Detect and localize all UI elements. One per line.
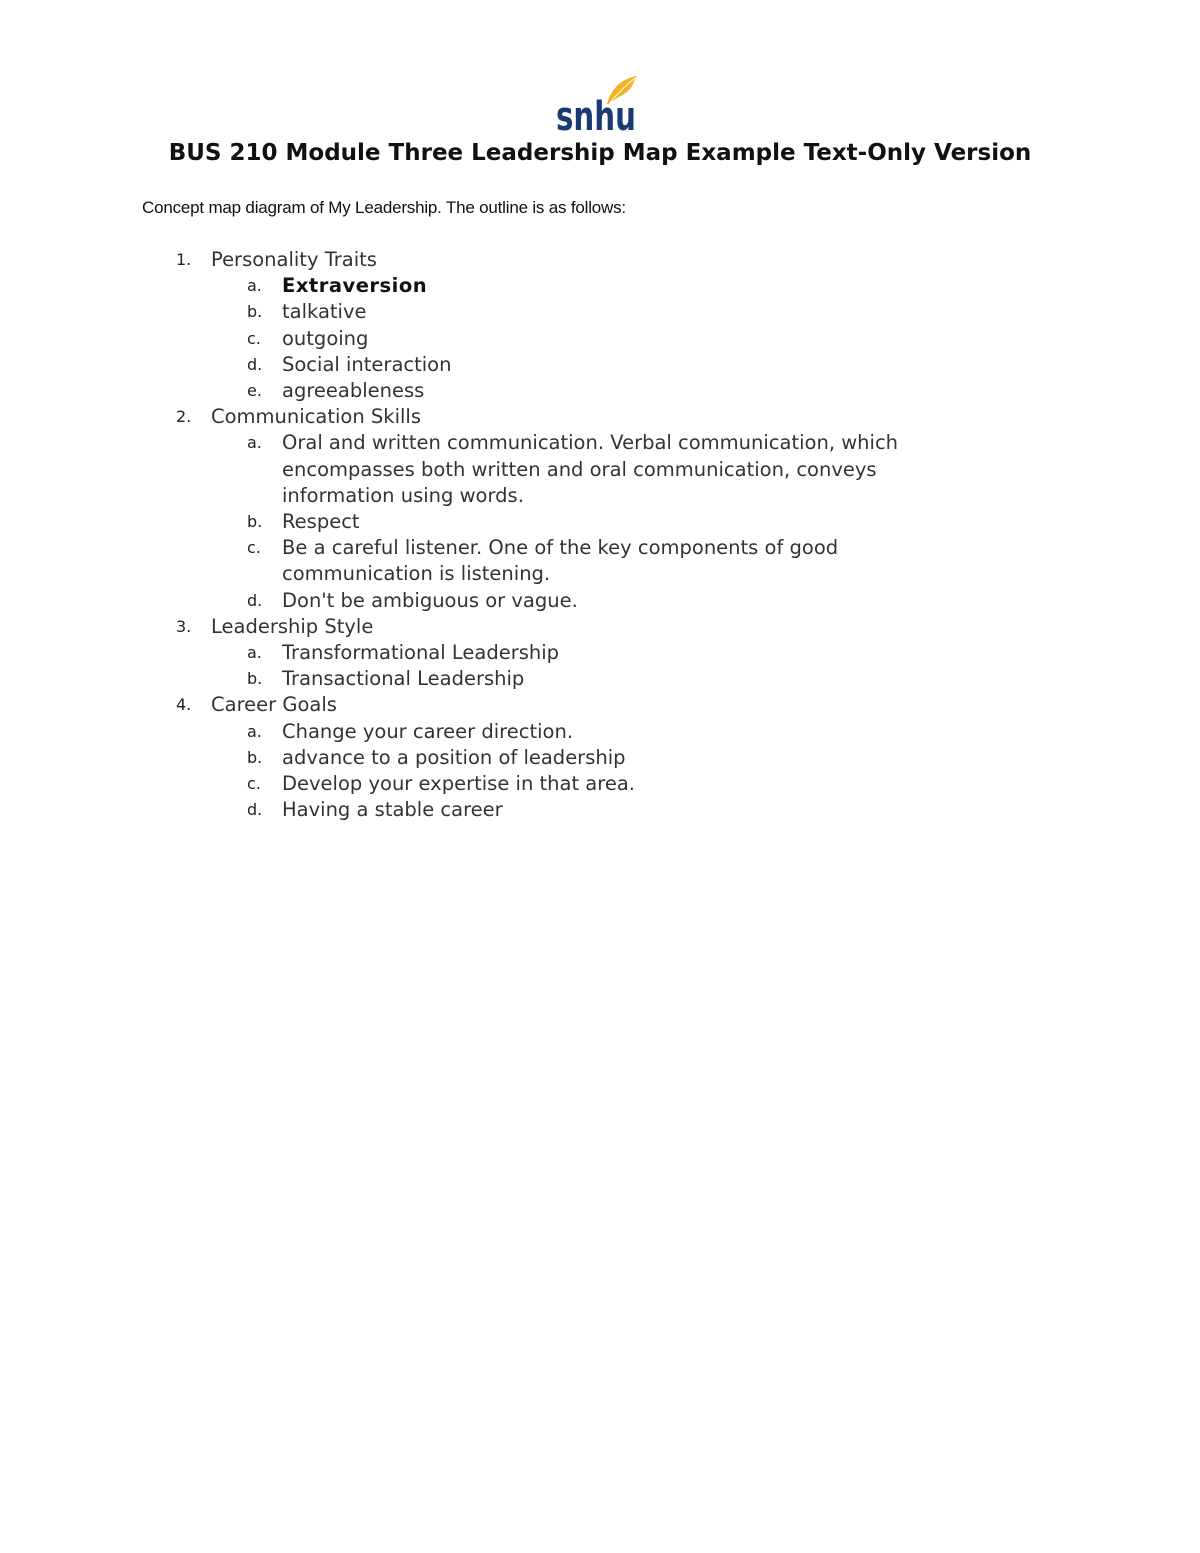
item-letter: b. bbox=[247, 302, 263, 322]
section-number: 3. bbox=[176, 616, 192, 636]
item-label: Respect bbox=[282, 510, 360, 534]
item-label: Oral and written communication. Verbal communication, which encompasses both written and oral communication, conveys information using words. bbox=[282, 431, 899, 507]
outline-item bbox=[0, 299, 1200, 325]
item-label: Extraversion bbox=[282, 274, 428, 298]
outline-item bbox=[0, 640, 1200, 666]
item-label: advance to a position of leadership bbox=[282, 745, 626, 769]
outline-section bbox=[0, 247, 1200, 273]
section-label: Career Goals bbox=[211, 693, 337, 717]
item-label: Social interaction bbox=[282, 352, 452, 376]
item-letter: b. bbox=[247, 512, 263, 532]
item-label: Transformational Leadership bbox=[282, 641, 560, 665]
outline-section bbox=[0, 614, 1200, 640]
page-title: BUS 210 Module Three Leadership Map Example Text-Only Version bbox=[168, 140, 1032, 166]
outline-section bbox=[0, 692, 1200, 718]
section-label: Communication Skills bbox=[211, 405, 421, 429]
item-label: Change your career direction. bbox=[282, 719, 574, 743]
item-letter: a. bbox=[247, 433, 262, 453]
item-letter: d. bbox=[247, 354, 263, 374]
snhu-logo bbox=[555, 74, 639, 140]
intro-text: Concept map diagram of My Leadership. The outline is as follows: bbox=[142, 198, 626, 217]
item-letter: e. bbox=[247, 381, 262, 401]
item-label: Develop your expertise in that area. bbox=[282, 772, 635, 796]
item-label: Having a stable career bbox=[282, 798, 503, 822]
item-label: Be a careful listener. One of the key components of good communication is listening. bbox=[282, 536, 839, 586]
section-number: 4. bbox=[176, 695, 192, 715]
outline-item bbox=[0, 797, 1200, 823]
item-letter: c. bbox=[247, 328, 261, 348]
outline-item bbox=[0, 771, 1200, 797]
item-letter: a. bbox=[247, 276, 262, 296]
item-letter: d. bbox=[247, 590, 263, 610]
item-letter: b. bbox=[247, 669, 263, 689]
item-label: Transactional Leadership bbox=[282, 667, 525, 691]
outline-item bbox=[0, 352, 1200, 378]
section-number: 1. bbox=[176, 250, 192, 269]
item-letter: b. bbox=[247, 747, 263, 767]
outline-item bbox=[0, 535, 1200, 587]
outline-item bbox=[0, 273, 1200, 299]
outline-item bbox=[0, 745, 1200, 771]
svg-text:snhu: snhu bbox=[556, 94, 636, 140]
section-label: Personality Traits bbox=[211, 248, 377, 271]
outline-item bbox=[0, 509, 1200, 535]
outline-item bbox=[0, 719, 1200, 745]
item-letter: c. bbox=[247, 774, 261, 794]
item-label: agreeableness bbox=[282, 379, 425, 403]
outline-item bbox=[0, 666, 1200, 692]
outline-section bbox=[0, 404, 1200, 430]
item-label: Don't be ambiguous or vague. bbox=[282, 588, 578, 612]
leadership-outline bbox=[0, 247, 1200, 823]
outline-item bbox=[0, 588, 1200, 614]
item-letter: a. bbox=[247, 643, 262, 663]
outline-item bbox=[0, 326, 1200, 352]
outline-item bbox=[0, 430, 1200, 509]
section-label: Leadership Style bbox=[211, 614, 374, 638]
item-label: outgoing bbox=[282, 326, 369, 350]
item-letter: a. bbox=[247, 721, 262, 741]
section-number: 2. bbox=[176, 407, 192, 427]
item-label: talkative bbox=[282, 300, 367, 324]
item-letter: d. bbox=[247, 800, 263, 820]
item-letter: c. bbox=[247, 538, 261, 558]
outline-item bbox=[0, 378, 1200, 404]
